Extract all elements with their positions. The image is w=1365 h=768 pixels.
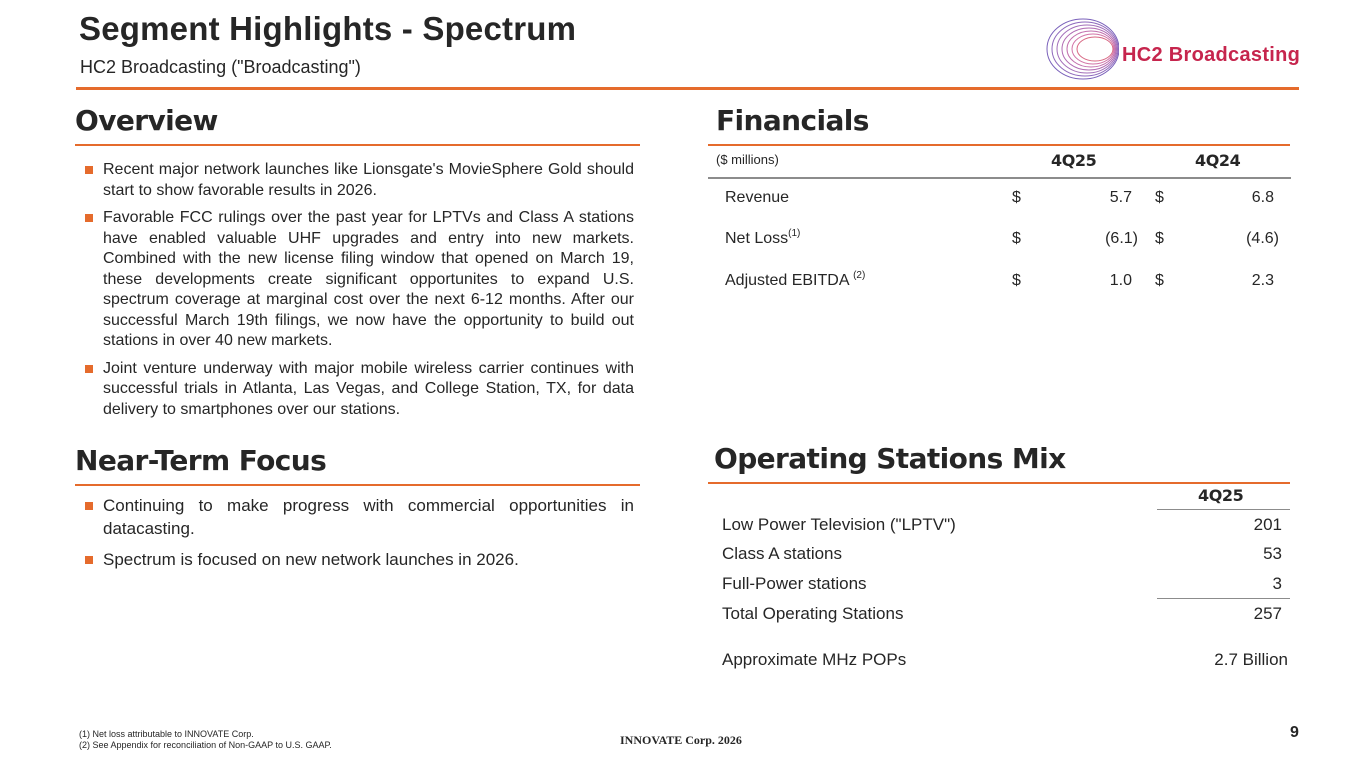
financials-header-rule [708, 177, 1291, 179]
table-row [0, 189, 1365, 209]
financials-col-4q25: 4Q25 [1051, 151, 1097, 170]
square-bullet-icon [85, 166, 93, 174]
mhz-pops-value: 2.7 Billion [1214, 650, 1288, 669]
currency-symbol: $ [1155, 272, 1164, 289]
financials-row-label-text: Net Loss [725, 230, 789, 247]
operating-mix-value: 201 [1253, 515, 1282, 534]
operating-mix-label: Class A stations [722, 544, 843, 563]
financials-units: ($ millions) [716, 152, 779, 167]
header-divider [76, 87, 1299, 90]
square-bullet-icon [85, 214, 93, 222]
square-bullet-icon [85, 365, 93, 373]
near-term-bullet-text: Continuing to make progress with commercial opportunities in datacasting. [103, 496, 634, 538]
near-term-divider [75, 484, 640, 486]
operating-mix-col-4q25: 4Q25 [1198, 486, 1244, 505]
hc2-logo-text: HC2 Broadcasting [1122, 44, 1301, 66]
operating-mix-total-rule [1157, 598, 1290, 599]
list-item [75, 548, 634, 571]
footnote-2: (2) See Appendix for reconciliation of Non-GAAP to U.S. GAAP. [79, 740, 332, 750]
financials-value-4q24: 6.8 [1251, 189, 1274, 206]
page-subtitle: HC2 Broadcasting ("Broadcasting") [80, 57, 361, 77]
footnote-ref: (2) [853, 270, 866, 281]
square-bullet-icon [85, 556, 93, 564]
financials-col-4q24: 4Q24 [1195, 151, 1241, 170]
footnotes [79, 729, 332, 751]
financials-row-label [725, 272, 865, 290]
operating-mix-heading: Operating Stations Mix [714, 442, 1066, 475]
footnote-1: (1) Net loss attributable to INNOVATE Corp. [79, 729, 254, 739]
financials-value-4q24: 2.3 [1251, 272, 1274, 289]
financials-heading: Financials [716, 104, 869, 137]
near-term-bullet-list [75, 494, 634, 579]
near-term-heading: Near-Term Focus [75, 444, 327, 477]
financials-divider [708, 144, 1290, 146]
table-row [0, 272, 1365, 292]
financials-value-4q25: 5.7 [1109, 189, 1132, 206]
list-item [75, 359, 634, 421]
financials-value-4q24: (4.6) [1246, 230, 1279, 247]
financials-row-label [725, 230, 800, 248]
square-bullet-icon [85, 502, 93, 510]
near-term-bullet-text: Spectrum is focused on new network launches in 2026. [103, 550, 519, 569]
currency-symbol: $ [1155, 189, 1164, 206]
overview-heading: Overview [75, 104, 218, 137]
mhz-pops-label: Approximate MHz POPs [722, 650, 907, 669]
operating-mix-value: 257 [1253, 604, 1282, 623]
currency-symbol: $ [1012, 272, 1021, 289]
page-number: 9 [1290, 724, 1299, 741]
operating-mix-value: 3 [1272, 574, 1282, 593]
page-title: Segment Highlights - Spectrum [79, 10, 577, 47]
operating-mix-label: Full-Power stations [722, 574, 867, 593]
currency-symbol: $ [1012, 189, 1021, 206]
operating-mix-header-rule [1157, 509, 1290, 510]
currency-symbol: $ [1155, 230, 1164, 247]
financials-value-4q25: 1.0 [1109, 272, 1132, 289]
list-item [75, 494, 634, 540]
overview-bullet-text: Favorable FCC rulings over the past year for LPTVs and Class A stations have enabled valuable UHF upgrades and entry into new markets. Combined with the new license filing window that opened on March 19, these developments create significant opportunites to expand U.S. spectrum coverage at marginal cost over the next 6-12 months. After our successful March 19th filings, we now have the opportunity to build out stations in over 40 new markets. [103, 209, 634, 349]
financials-row-label: Revenue [725, 189, 790, 206]
financials-value-4q25: (6.1) [1105, 230, 1138, 247]
footnote-ref: (1) [788, 228, 801, 239]
overview-bullet-text: Joint venture underway with major mobile wireless carrier continues with successful trials in Atlanta, Las Vegas, and College Station, TX, for data delivery to smartphones over our stations. [103, 359, 634, 418]
operating-mix-value: 53 [1263, 544, 1282, 563]
overview-divider [75, 144, 640, 146]
operating-mix-label: Total Operating Stations [722, 604, 904, 623]
operating-mix-label: Low Power Television ("LPTV") [722, 515, 956, 534]
footer-company: INNOVATE Corp. 2026 [620, 733, 742, 747]
currency-symbol: $ [1012, 230, 1021, 247]
overview-bullet-text: Recent major network launches like Lionsgate's MovieSphere Gold should start to show favorable results in 2026. [103, 161, 634, 199]
financials-row-label-text: Adjusted EBITDA [725, 272, 854, 289]
table-row [0, 230, 1365, 250]
operating-mix-divider [708, 482, 1290, 484]
